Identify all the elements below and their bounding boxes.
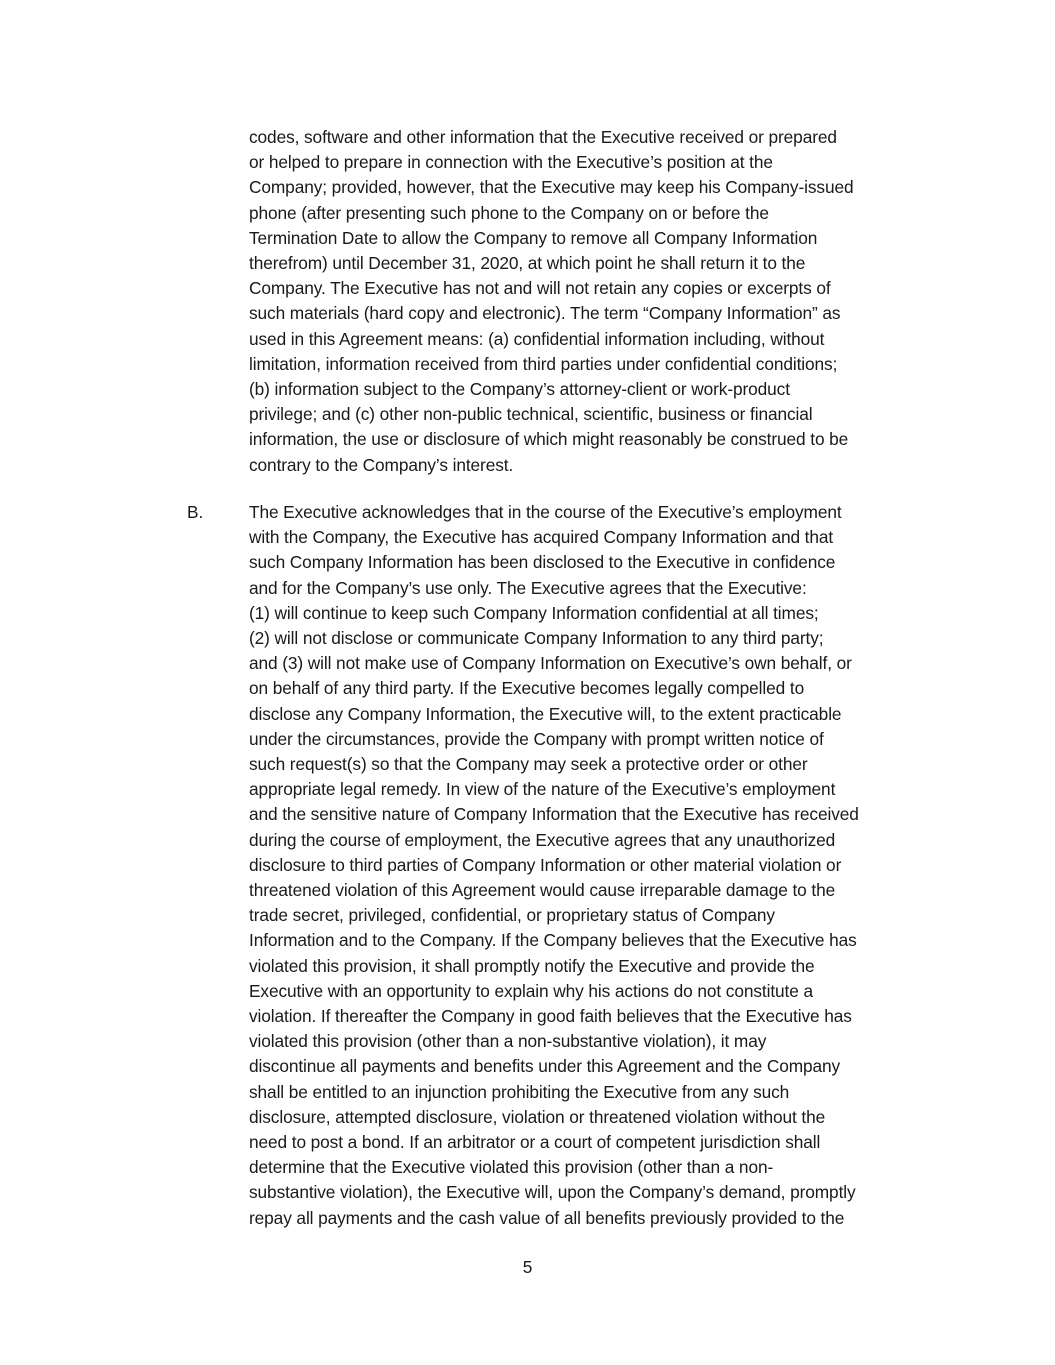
paragraph-line: such request(s) so that the Company may seek a protective order or other [249,754,808,774]
paragraph-line: under the circumstances, provide the Company with prompt written notice of [249,728,824,749]
paragraph-line: Executive with an opportunity to explain why his actions do not constitute a [249,980,813,1001]
paragraph-line: trade secret, privileged, confidential, or proprietary status of Company [249,905,775,926]
paragraph-line: therefrom) until December 31, 2020, at which point he shall return it to the [249,253,806,273]
section-b-marker: B. [187,502,204,522]
paragraph-line: such Company Information has been disclosed to the Executive in confidence [249,552,836,573]
paragraph-line: with the Company, the Executive has acquired Company Information and that [249,527,834,548]
page-number: 5 [522,1257,533,1277]
paragraph-line: repay all payments and the cash value of all benefits previously provided to the [249,1207,845,1228]
paragraph-line: The Executive acknowledges that in the course of the Executive’s employment [249,502,842,522]
paragraph-line: and for the Company’s use only. The Executive agrees that the Executive: [249,577,807,598]
paragraph-line: or helped to prepare in connection with the Executive’s position at the [249,152,773,173]
paragraph-line: codes, software and other information that the Executive received or prepared [249,127,837,147]
paragraph-line: need to post a bond. If an arbitrator or a court of competent jurisdiction shall [249,1132,821,1152]
paragraph-line: violation. If thereafter the Company in good faith believes that the Executive has [249,1006,852,1026]
paragraph-line: limitation, information received from third parties under confidential conditions; [249,353,838,374]
paragraph-line: contrary to the Company’s interest. [249,454,514,475]
paragraph-line: violated this provision (other than a non-substantive violation), it may [249,1031,767,1052]
paragraph-line: information, the use or disclosure of which might reasonably be construed to be [249,429,849,450]
paragraph-line: on behalf of any third party. If the Executive becomes legally compelled to [249,678,805,699]
paragraph-line: during the course of employment, the Executive agrees that any unauthorized [249,829,836,850]
paragraph-line: substantive violation), the Executive will, upon the Company’s demand, promptly [249,1182,856,1203]
paragraph-line: Termination Date to allow the Company to remove all Company Information [249,227,818,248]
paragraph-line: determine that the Executive violated this provision (other than a non- [249,1157,774,1178]
paragraph-line: Company. The Executive has not and will not retain any copies or excerpts of [249,278,831,299]
paragraph-line: discontinue all payments and benefits under this Agreement and the Company [249,1056,841,1077]
paragraph-line: and the sensitive nature of Company Information that the Executive has received [249,804,859,825]
paragraph-line: disclosure to third parties of Company Information or other material violation or [249,854,842,875]
paragraph-line: (2) will not disclose or communicate Company Information to any third party; [249,628,824,648]
paragraph-line: privilege; and (c) other non-public technical, scientific, business or financial [249,404,813,425]
paragraph-line: (b) information subject to the Company’s attorney-client or work-product [249,379,790,399]
paragraph-line: (1) will continue to keep such Company Information confidential at all times; [249,602,819,623]
paragraph-line: and (3) will not make use of Company Information on Executive’s own behalf, or [249,653,852,674]
paragraph-line: violated this provision, it shall promptly notify the Executive and provide the [249,955,815,976]
paragraph-line: disclosure, attempted disclosure, violation or threatened violation without the [249,1106,826,1127]
paragraph-line: threatened violation of this Agreement would cause irreparable damage to the [249,880,836,900]
paragraph-line: used in this Agreement means: (a) confidential information including, without [249,328,825,349]
paragraph-line: shall be entitled to an injunction prohibiting the Executive from any such [249,1081,790,1102]
paragraph-line: disclose any Company Information, the Executive will, to the extent practicable [249,703,842,724]
paragraph-line: phone (after presenting such phone to the Company on or before the [249,202,769,223]
paragraph-line: Company; provided, however, that the Executive may keep his Company-issued [249,177,854,198]
paragraph-line: Information and to the Company. If the Company believes that the Executive has [249,930,857,951]
paragraph-line: appropriate legal remedy. In view of the nature of the Executive’s employment [249,779,836,800]
paragraph-line: such materials (hard copy and electronic). The term “Company Information” as [249,303,841,324]
